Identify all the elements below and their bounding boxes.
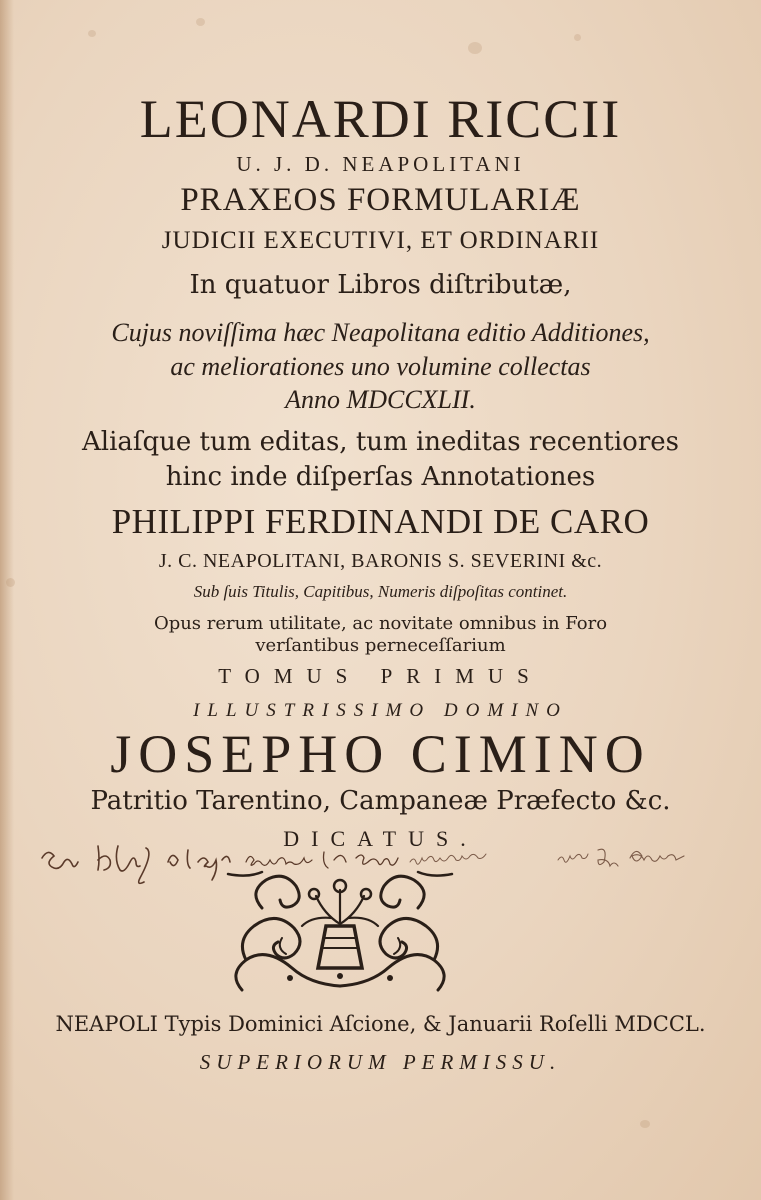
edition-statement-2: ac meliorationes uno volumine collectas: [170, 352, 591, 381]
author-credentials: U. J. D. NEAPOLITANI: [236, 152, 525, 176]
dedicatee-name: JOSEPHO CIMINO: [110, 724, 651, 784]
dedication-header: ILLUSTRISSIMO DOMINO: [193, 700, 568, 721]
utility-statement-2: verſantibus perneceſſarium: [255, 635, 506, 656]
foxing-spot: [468, 42, 482, 54]
author-name: LEONARDI RICCII: [139, 89, 622, 149]
book-title: PRAXEOS FORMULARIÆ: [180, 182, 581, 218]
editor-credentials: J. C. NEAPOLITANI, BARONIS S. SEVERINI &c.: [158, 550, 603, 572]
annotations-statement-2: hinc inde diſperſas Annotationes: [165, 462, 596, 492]
printers-ornament-icon: [222, 868, 458, 998]
annotations-statement-1: Aliaſque tum editas, tum ineditas recentiores: [81, 427, 679, 457]
dedication-word: DICATUS.: [283, 826, 478, 851]
book-subtitle: JUDICII EXECUTIVI, ET ORDINARII: [161, 227, 600, 254]
permission-statement: SUPERIORUM PERMISSU.: [199, 1050, 562, 1074]
edition-year: Anno MDCCXLII.: [285, 385, 476, 414]
edition-statement-1: Cujus noviſſima hæc Neapolitana editio Additiones,: [111, 318, 650, 347]
foxing-spot: [640, 1120, 650, 1128]
volume-label: TOMUS PRIMUS: [218, 664, 543, 688]
foxing-spot: [196, 18, 205, 26]
dedicatee-title: Patritio Tarentino, Campaneæ Præfecto &c.: [90, 786, 671, 816]
books-statement: In quatuor Libros diſtributæ,: [189, 270, 572, 300]
utility-statement-1: Opus rerum utilitate, ac novitate omnibus in Foro: [153, 613, 608, 634]
foxing-spot: [88, 30, 96, 37]
foxing-spot: [574, 34, 581, 41]
imprint: NEAPOLI Typis Dominici Aſcione, & Januarii Roſelli MDCCL.: [55, 1012, 706, 1036]
editor-name: PHILIPPI FERDINANDI DE CARO: [111, 502, 650, 541]
contents-statement: Sub ſuis Titulis, Capitibus, Numeris diſpoſitas continet.: [193, 582, 568, 601]
